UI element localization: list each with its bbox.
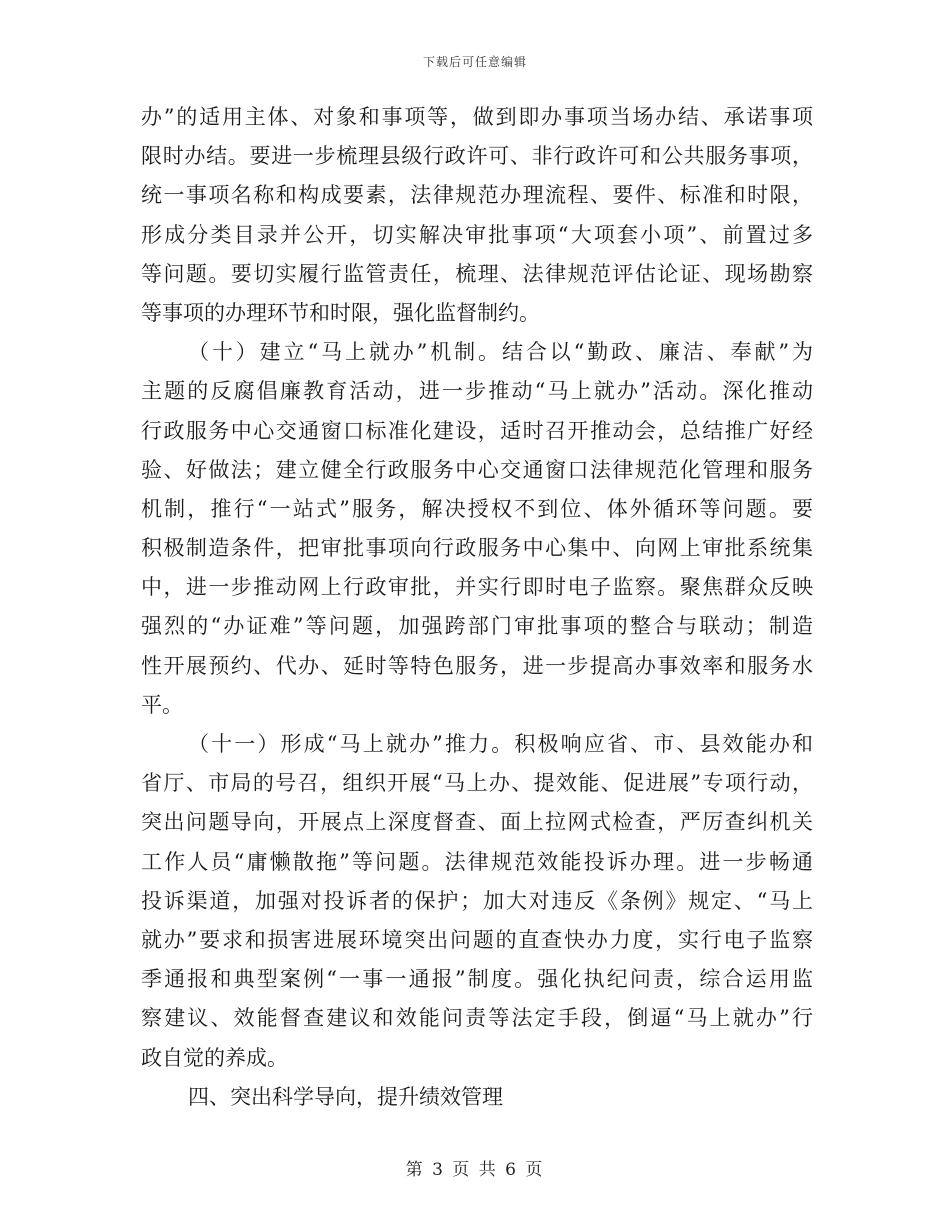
paragraph-line: 等事项的办理环节和时限，强化监督制约。 bbox=[141, 300, 540, 325]
paragraph-line: 突出问题导向，开展点上深度督查、面上拉网式检查，严厉查纠机关 bbox=[141, 810, 813, 835]
paragraph-line: 主题的反腐倡廉教育活动，进一步推动“马上就办”活动。深化推动 bbox=[141, 379, 813, 404]
paragraph-line: 形成分类目录并公开，切实解决审批事项“大项套小项”、前置过多 bbox=[141, 222, 813, 247]
paragraph-line: （十）建立“马上就办”机制。结合以“勤政、廉洁、奉献”为 bbox=[188, 340, 813, 365]
paragraph-line: 等问题。要切实履行监管责任，梳理、法律规范评估论证、现场勘察 bbox=[141, 261, 813, 286]
paragraph-line: 察建议、效能督查建议和效能问责等法定手段，倒逼“马上就办”行 bbox=[141, 1006, 813, 1031]
section-heading: 四、突出科学导向，提升绩效管理 bbox=[188, 1084, 503, 1109]
page-footer bbox=[0, 1155, 950, 1180]
paragraph-line: 统一事项名称和构成要素，法律规范办理流程、要件、标准和时限， bbox=[141, 183, 813, 208]
paragraph-line: 政自觉的养成。 bbox=[141, 1045, 288, 1070]
current-page-number: 3 bbox=[432, 1160, 445, 1180]
footer-prefix: 第 bbox=[405, 1160, 425, 1180]
paragraph-line: 性开展预约、代办、延时等特色服务，进一步提高办事效率和服务水 bbox=[141, 653, 813, 678]
paragraph-line: 季通报和典型案例“一事一通报”制度。强化执纪问责，综合运用监 bbox=[141, 967, 813, 992]
page-header: 下载后可任意编辑 bbox=[422, 55, 527, 69]
total-pages-number: 6 bbox=[505, 1160, 518, 1180]
paragraph-line: 限时办结。要进一步梳理县级行政许可、非行政许可和公共服务事项， bbox=[141, 144, 813, 169]
paragraph-line: 投诉渠道，加强对投诉者的保护；加大对违反《条例》规定、“马上 bbox=[141, 888, 813, 913]
paragraph-line: 省厅、市局的号召，组织开展“马上办、提效能、促进展”专项行动， bbox=[141, 771, 813, 796]
paragraph-line: 中，进一步推动网上行政审批，并实行即时电子监察。聚焦群众反映 bbox=[141, 575, 813, 600]
paragraph-line: 工作人员“庸懒散拖”等问题。法律规范效能投诉办理。进一步畅通 bbox=[141, 849, 813, 874]
paragraph-line: 就办”要求和损害进展环境突出问题的直查快办力度，实行电子监察 bbox=[141, 927, 813, 952]
paragraph-line: 平。 bbox=[141, 692, 183, 717]
paragraph-line: 机制，推行“一站式”服务，解决授权不到位、体外循环等问题。要 bbox=[141, 496, 813, 521]
paragraph-line: （十一）形成“马上就办”推力。积极响应省、市、县效能办和 bbox=[188, 732, 813, 756]
body-text bbox=[141, 98, 813, 1117]
paragraph-line: 办”的适用主体、对象和事项等，做到即办事项当场办结、承诺事项 bbox=[141, 105, 813, 129]
paragraph-line: 强烈的“办证难”等问题，加强跨部门审批事项的整合与联动；制造 bbox=[141, 614, 813, 639]
paragraph-line: 验、好做法；建立健全行政服务中心交通窗口法律规范化管理和服务 bbox=[141, 457, 813, 482]
footer-suffix: 页 bbox=[525, 1160, 545, 1180]
footer-middle: 页 共 bbox=[452, 1160, 498, 1180]
paragraph-line: 积极制造条件，把审批事项向行政服务中心集中、向网上审批系统集 bbox=[141, 536, 813, 561]
paragraph-line: 行政服务中心交通窗口标准化建设，适时召开推动会，总结推广好经 bbox=[141, 418, 813, 443]
